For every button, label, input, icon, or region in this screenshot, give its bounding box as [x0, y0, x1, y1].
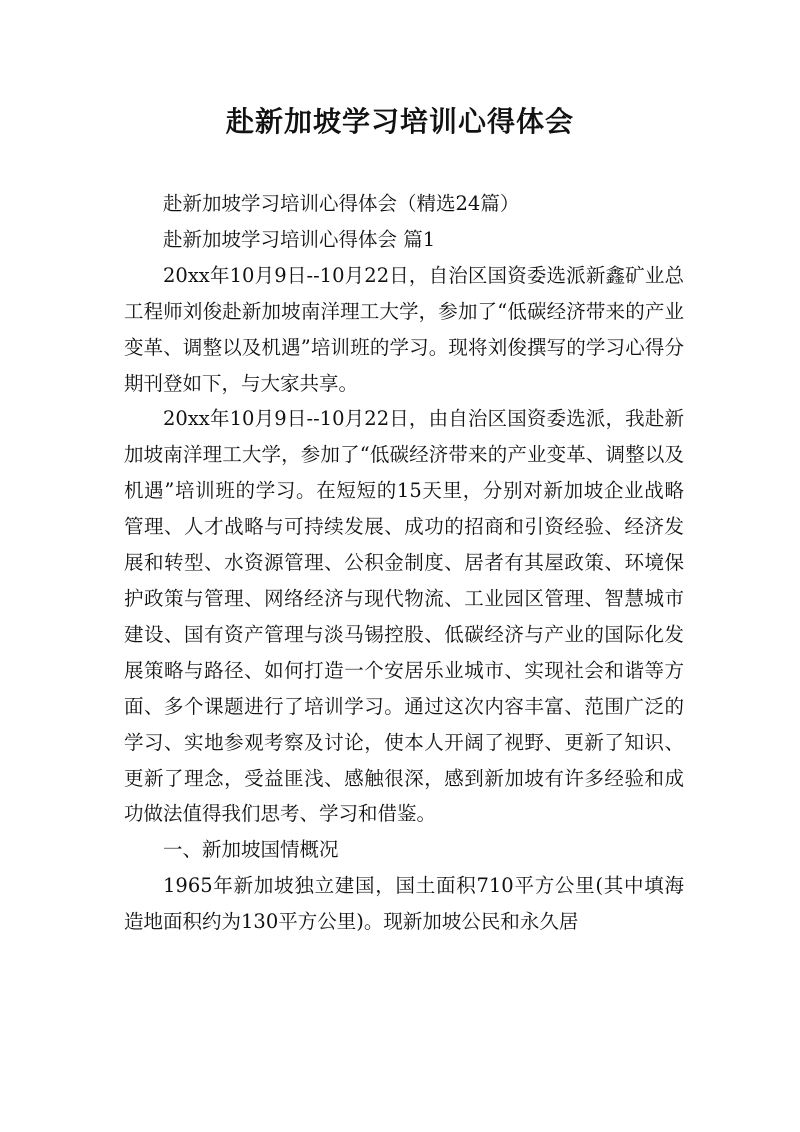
document-body	[124, 186, 684, 940]
paragraph-subtitle: 赴新加坡学习培训心得体会（精选24篇）	[163, 192, 520, 215]
document-title: 赴新加坡学习培训心得体会	[225, 105, 574, 138]
paragraph-main: 20xx年10月9日--10月22日，由自治区国资委选派，我赴新加坡南洋理工大学，参加了“低碳经济带来的产业变革、调整以及机遇”培训班的学习。在短短的15天里，分别对新加坡企业战略管理、人才战略与可持续发展、成功的招商和引资经验、经济发展和转型、水资源管理、公积金制度、居者有其屋政策、环境保护政策与管理、网络经济与现代物流、工业园区管理、智慧城市建设、国有资产管理与淡马锡控股、低碳经济与产业的国际化发展策略与路径、如何打造一个安居乐业城市、实现社会和谐等方面、多个课题进行了培训学习。通过这次内容丰富、范围广泛的学习、实地参观考察及讨论，使本人开阔了视野、更新了知识、更新了理念，受益匪浅、感触很深，感到新加坡有许多经验和成功做法值得我们思考、学习和借鉴。	[124, 407, 684, 826]
paragraph-intro: 20xx年10月9日--10月22日，自治区国资委选派新鑫矿业总工程师刘俊赴新加坡南洋理工大学，参加了“低碳经济带来的产业变革、调整以及机遇”培训班的学习。现将刘俊撰写的学习心得分期刊登如下，与大家共享。	[124, 263, 684, 395]
paragraph-section-heading: 赴新加坡学习培训心得体会 篇1	[163, 227, 436, 251]
paragraph-heading-1: 一、新加坡国情概况	[163, 838, 339, 862]
paragraph-overview: 1965年新加坡独立建国，国土面积710平方公里(其中填海造地面积约为130平方公里)。现新加坡公民和永久居	[124, 874, 684, 934]
